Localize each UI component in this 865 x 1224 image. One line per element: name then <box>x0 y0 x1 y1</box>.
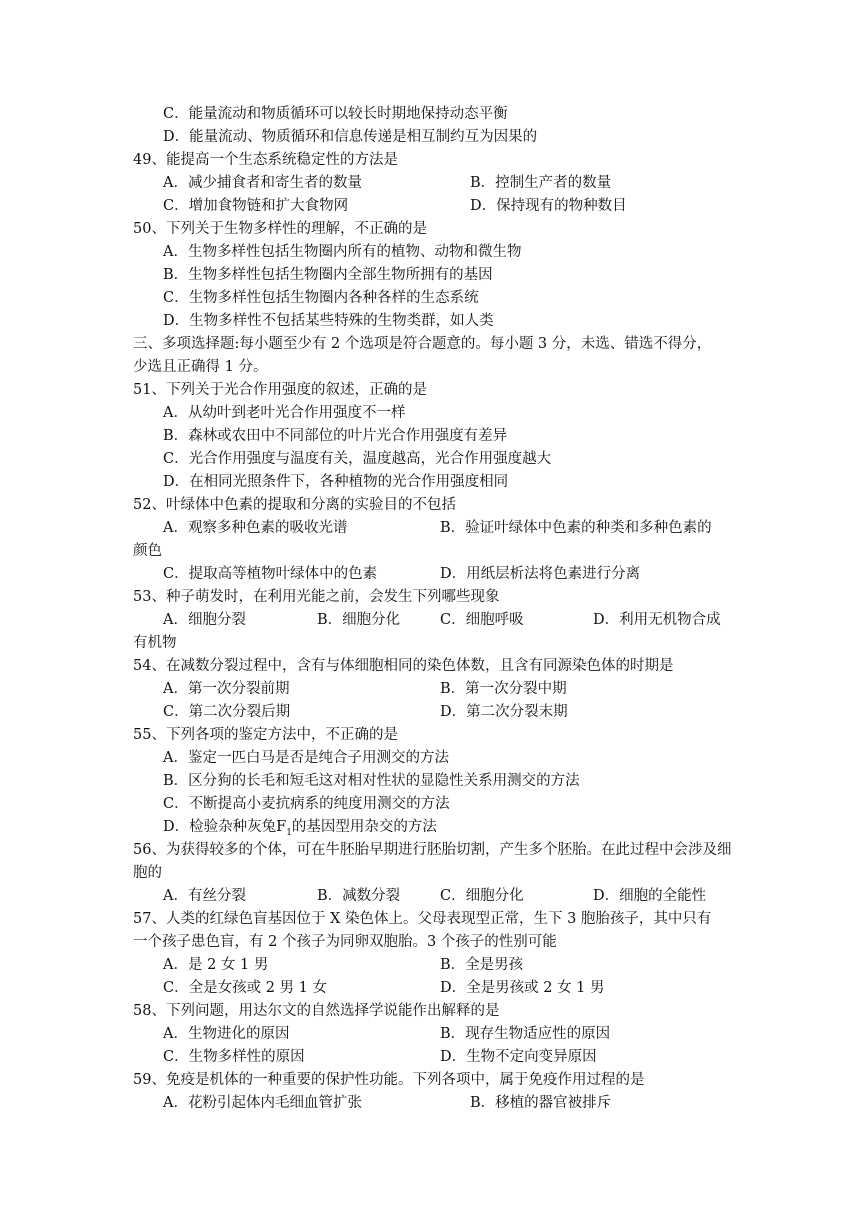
option-line: C．不断提高小麦抗病系的纯度用测交的方法 <box>163 796 450 812</box>
question-57: 57、人类的红绿色盲基因位于 X 染色体上。父母表现型正常，生下 3 胞胎孩子，其中只有 <box>133 911 712 927</box>
option-line: C．能量流动和物质循环可以较长时期地保持动态平衡 <box>163 106 508 122</box>
option-wrap: 颜色 <box>133 543 162 559</box>
option-row <box>0 517 865 540</box>
option-row <box>0 172 865 195</box>
question-57-cont: 一个孩子患色盲，有 2 个孩子为同卵双胞胎。3 个孩子的性别可能 <box>133 934 557 950</box>
option-row <box>0 701 865 724</box>
question-49: 49、能提高一个生态系统稳定性的方法是 <box>133 152 398 168</box>
option-line: D．能量流动、物质循环和信息传递是相互制约互为因果的 <box>163 129 538 145</box>
question-50: 50、下列关于生物多样性的理解，不正确的是 <box>133 221 427 237</box>
option-line: C．生物多样性包括生物圈内各种各样的生态系统 <box>163 290 479 306</box>
option-line: A．鉴定一匹白马是否是纯合子用测交的方法 <box>163 750 449 766</box>
option-line: B．生物多样性包括生物圈内全部生物所拥有的基因 <box>163 267 493 283</box>
option-line: A．从幼叶到老叶光合作用强度不一样 <box>163 405 406 421</box>
option-line: D．检验杂种灰兔$F_1$的基因型用杂交的方法 <box>163 819 437 838</box>
option-row <box>0 195 865 218</box>
option-a: A．细胞分裂 <box>163 612 246 628</box>
option-a: A．生物进化的原因 <box>163 1026 290 1042</box>
option-c: C．细胞呼吸 <box>440 612 524 628</box>
option-line: B．区分狗的长毛和短毛这对相对性状的显隐性关系用测交的方法 <box>163 773 580 789</box>
option-line: B．森林或农田中不同部位的叶片光合作用强度有差异 <box>163 428 508 444</box>
option-a: A．观察多种色素的吸收光谱 <box>163 520 348 536</box>
option-b: B．细胞分化 <box>317 612 401 628</box>
option-row <box>0 885 865 908</box>
option-row <box>0 678 865 701</box>
option-b: B．验证叶绿体中色素的种类和多种色素的 <box>440 520 712 536</box>
exam-page <box>0 103 865 1115</box>
question-56-cont: 胞的 <box>133 865 162 881</box>
option-a: A．减少捕食者和寄生者的数量 <box>163 175 362 191</box>
option-c: C．生物多样性的原因 <box>163 1049 305 1065</box>
section-heading: 三、多项选择题:每小题至少有 2 个选项是符合题意的。每小题 3 分，未选、错选不得分， <box>133 336 712 352</box>
question-52: 52、叶绿体中色素的提取和分离的实验目的不包括 <box>133 497 456 513</box>
option-d: D．利用无机物合成 <box>593 612 721 628</box>
question-56: 56、为获得较多的个体，可在牛胚胎早期进行胚胎切割，产生多个胚胎。在此过程中会涉及细 <box>133 842 732 858</box>
option-wrap: 有机物 <box>133 635 177 651</box>
option-a: A．是 2 女 1 男 <box>163 957 269 973</box>
option-c: C．全是女孩或 2 男 1 女 <box>163 980 327 996</box>
option-b: B．减数分裂 <box>317 888 401 904</box>
option-b: B．现存生物适应性的原因 <box>440 1026 611 1042</box>
option-d: D．保持现有的物种数目 <box>470 198 627 214</box>
option-row <box>0 563 865 586</box>
option-c: C．提取高等植物叶绿体中的色素 <box>163 566 378 582</box>
option-row <box>0 1092 865 1115</box>
option-line: D．在相同光照条件下，各种植物的光合作用强度相同 <box>163 474 509 490</box>
option-b: B．移植的器官被排斥 <box>470 1095 612 1111</box>
option-a: A．第一次分裂前期 <box>163 681 290 697</box>
question-54: 54、在减数分裂过程中，含有与体细胞相同的染色体数，且含有同源染色体的时期是 <box>133 658 674 674</box>
option-a: A．有丝分裂 <box>163 888 246 904</box>
option-line: A．生物多样性包括生物圈内所有的植物、动物和微生物 <box>163 244 522 260</box>
question-51: 51、下列关于光合作用强度的叙述，正确的是 <box>133 382 427 398</box>
option-a: A．花粉引起体内毛细血管扩张 <box>163 1095 362 1111</box>
question-58: 58、下列问题，用达尔文的自然选择学说能作出解释的是 <box>133 1003 500 1019</box>
option-d: D．全是男孩或 2 女 1 男 <box>440 980 605 996</box>
section-heading-cont: 少选且正确得 1 分。 <box>133 359 268 375</box>
question-55: 55、下列各项的鉴定方法中，不正确的是 <box>133 727 398 743</box>
option-b: B．全是男孩 <box>440 957 524 973</box>
option-row <box>0 609 865 632</box>
question-59: 59、免疫是机体的一种重要的保护性功能。下列各项中，属于免疫作用过程的是 <box>133 1072 645 1088</box>
option-line: D．生物多样性不包括某些特殊的生物类群，如人类 <box>163 313 494 329</box>
option-row <box>0 954 865 977</box>
option-b: B．第一次分裂中期 <box>440 681 567 697</box>
option-d: D．细胞的全能性 <box>593 888 707 904</box>
option-d: D．用纸层析法将色素进行分离 <box>440 566 641 582</box>
option-c: C．第二次分裂后期 <box>163 704 291 720</box>
option-b: B．控制生产者的数量 <box>470 175 612 191</box>
option-row <box>0 977 865 1000</box>
option-line: C．光合作用强度与温度有关，温度越高，光合作用强度越大 <box>163 451 552 467</box>
question-53: 53、种子萌发时，在利用光能之前，会发生下列哪些现象 <box>133 589 500 605</box>
option-d: D．第二次分裂末期 <box>440 704 568 720</box>
option-d: D．生物不定向变异原因 <box>440 1049 597 1065</box>
option-row <box>0 1046 865 1069</box>
option-row <box>0 1023 865 1046</box>
option-c: C．增加食物链和扩大食物网 <box>163 198 349 214</box>
option-c: C．细胞分化 <box>440 888 524 904</box>
